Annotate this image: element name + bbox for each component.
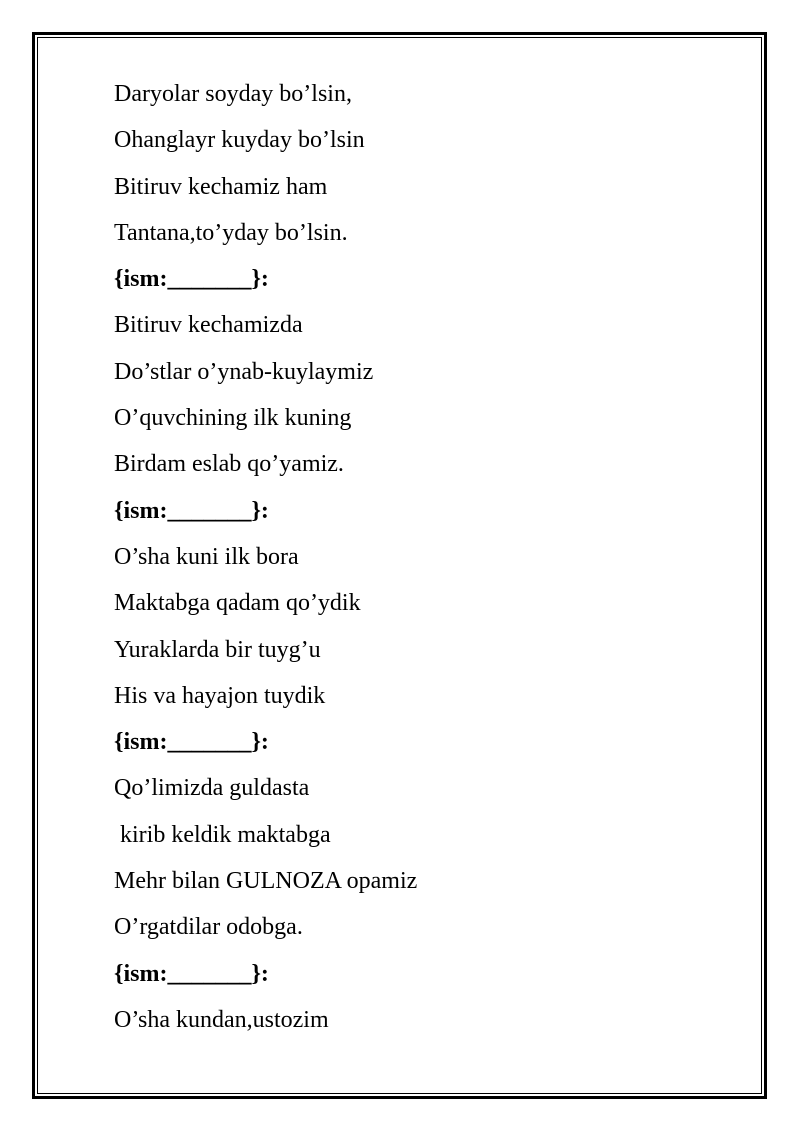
verse-line: Yuraklarda bir tuyg’u — [114, 636, 321, 663]
verse-line: Do’stlar o’ynab-kuylaymiz — [114, 358, 374, 385]
verse-line: Daryolar soyday bo’lsin, — [114, 81, 352, 107]
verse-line: Qo’limizda guldasta — [114, 775, 310, 802]
verse-line: O’sha kundan,ustozim — [114, 1006, 329, 1033]
speaker-line: {ism:_______}: — [114, 266, 269, 293]
verse-line: Mehr bilan GULNOZA opamiz — [114, 868, 418, 895]
speaker-line: {ism:_______}: — [114, 497, 269, 524]
poem-text — [114, 74, 714, 1046]
verse-line: Maktabga qadam qo’ydik — [114, 590, 361, 617]
verse-line: Bitiruv kechamizda — [114, 312, 303, 339]
speaker-line: {ism:_______}: — [114, 729, 269, 756]
verse-line: O’quvchining ilk kuning — [114, 405, 352, 432]
verse-line: kirib keldik maktabga — [114, 821, 331, 848]
speaker-line: {ism:_______}: — [114, 960, 269, 987]
verse-line: Ohanglayr kuyday bo’lsin — [114, 127, 365, 154]
verse-line: Birdam eslab qo’yamiz. — [114, 451, 344, 478]
verse-line: O’sha kuni ilk bora — [114, 543, 299, 570]
verse-line: O’rgatdilar odobga. — [114, 914, 303, 941]
verse-line: Bitiruv kechamiz ham — [114, 173, 328, 200]
verse-line: Tantana,to’yday bo’lsin. — [114, 219, 348, 246]
verse-line: His va hayajon tuydik — [114, 682, 326, 709]
